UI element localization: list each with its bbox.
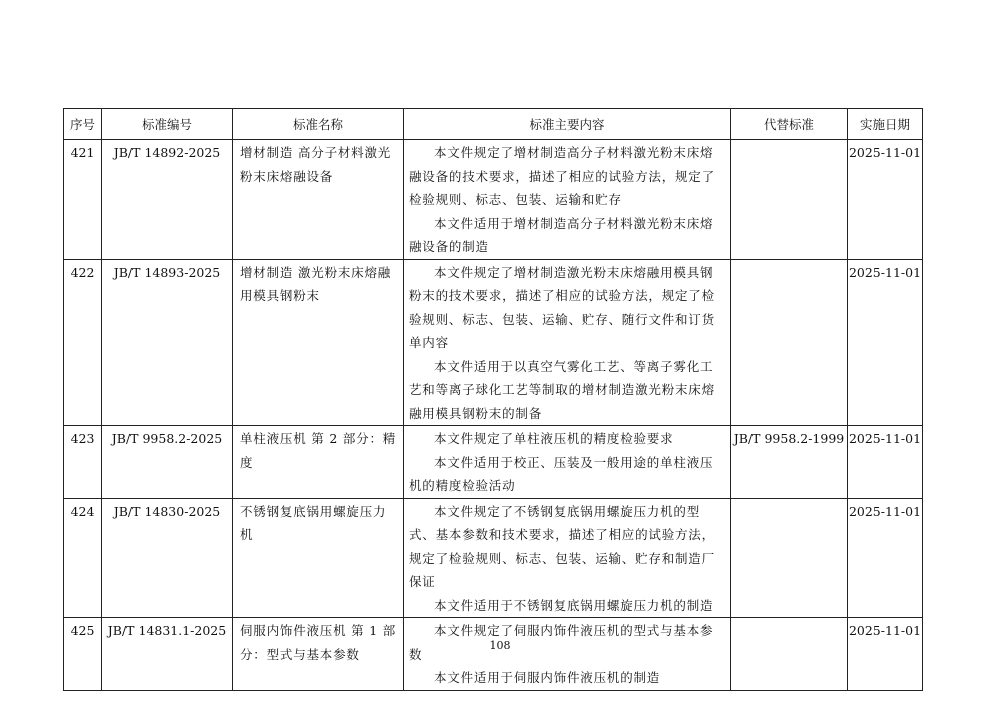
cell-standard-name: 增材制造 激光粉末床熔融用模具钢粉末: [233, 259, 404, 426]
content-paragraph: 本文件适用于增材制造高分子材料激光粉末床熔融设备的制造: [409, 215, 714, 254]
table-row: [64, 498, 923, 618]
cell-serial-number: 422: [64, 259, 102, 426]
cell-standard-name: 不锈钢复底锅用螺旋压力机: [233, 498, 404, 618]
cell-standard-code: JB/T 9958.2-2025: [102, 426, 233, 499]
cell-implementation-date: 2025-11-01: [848, 140, 923, 260]
header-standard-code: 标准编号: [102, 109, 233, 140]
header-standard-name: 标准名称: [233, 109, 404, 140]
page-number: 108: [489, 639, 511, 652]
cell-replaced-standard: JB/T 9958.2-1999: [731, 426, 848, 499]
cell-replaced-standard: [731, 498, 848, 618]
cell-replaced-standard: [731, 618, 848, 691]
cell-serial-number: 421: [64, 140, 102, 260]
cell-replaced-standard: [731, 259, 848, 426]
header-serial-number: 序号: [64, 109, 102, 140]
cell-serial-number: 425: [64, 618, 102, 691]
header-main-content: 标准主要内容: [404, 109, 731, 140]
table-row: [64, 140, 923, 260]
table-row: [64, 426, 923, 499]
cell-implementation-date: 2025-11-01: [848, 498, 923, 618]
cell-standard-code: JB/T 14831.1-2025: [102, 618, 233, 691]
header-implementation-date: 实施日期: [848, 109, 923, 140]
cell-implementation-date: 2025-11-01: [848, 618, 923, 691]
cell-main-content: [404, 259, 731, 426]
content-paragraph: 本文件规定了增材制造激光粉末床熔融用模具钢粉末的技术要求，描述了相应的试验方法，规定了检验规则、标志、包装、运输、贮存、随行文件和订货单内容: [409, 264, 715, 350]
table-row: [64, 618, 923, 691]
cell-standard-code: JB/T 14830-2025: [102, 498, 233, 618]
table-row: [64, 259, 923, 426]
cell-standard-name: 单柱液压机 第 2 部分：精度: [233, 426, 404, 499]
cell-standard-name: 增材制造 高分子材料激光粉末床熔融设备: [233, 140, 404, 260]
table-header-row: [64, 109, 923, 140]
content-paragraph: 本文件规定了伺服内饰件液压机的型式与基本参数: [409, 623, 714, 662]
cell-serial-number: 423: [64, 426, 102, 499]
content-paragraph: 本文件适用于伺服内饰件液压机的制造: [434, 670, 661, 685]
header-replaced-standard: 代替标准: [731, 109, 848, 140]
cell-replaced-standard: [731, 140, 848, 260]
cell-standard-name: 伺服内饰件液压机 第 1 部分：型式与基本参数: [233, 618, 404, 691]
content-paragraph: 本文件规定了单柱液压机的精度检验要求: [434, 431, 674, 446]
content-paragraph: 本文件规定了增材制造高分子材料激光粉末床熔融设备的技术要求，描述了相应的试验方法，规定了检验规则、标志、包装、运输和贮存: [409, 145, 715, 207]
cell-main-content: [404, 140, 731, 260]
cell-standard-code: JB/T 14892-2025: [102, 140, 233, 260]
content-paragraph: 本文件适用于以真空气雾化工艺、等离子雾化工艺和等离子球化工艺等制取的增材制造激光粉末床熔融用模具钢粉末的制备: [409, 358, 715, 421]
content-paragraph: 本文件规定了不锈钢复底锅用螺旋压力机的型式、基本参数和技术要求，描述了相应的试验方法，规定了检验规则、标志、包装、运输、贮存和制造厂保证: [409, 503, 715, 589]
cell-standard-code: JB/T 14893-2025: [102, 259, 233, 426]
cell-main-content: [404, 618, 731, 691]
cell-main-content: [404, 498, 731, 618]
cell-implementation-date: 2025-11-01: [848, 426, 923, 499]
content-paragraph: 本文件适用于校正、压装及一般用途的单柱液压机的精度检验活动: [409, 454, 714, 493]
standards-table: [63, 108, 923, 691]
cell-implementation-date: 2025-11-01: [848, 259, 923, 426]
content-paragraph: 本文件适用于不锈钢复底锅用螺旋压力机的制造: [434, 597, 714, 613]
cell-main-content: [404, 426, 731, 499]
cell-serial-number: 424: [64, 498, 102, 618]
